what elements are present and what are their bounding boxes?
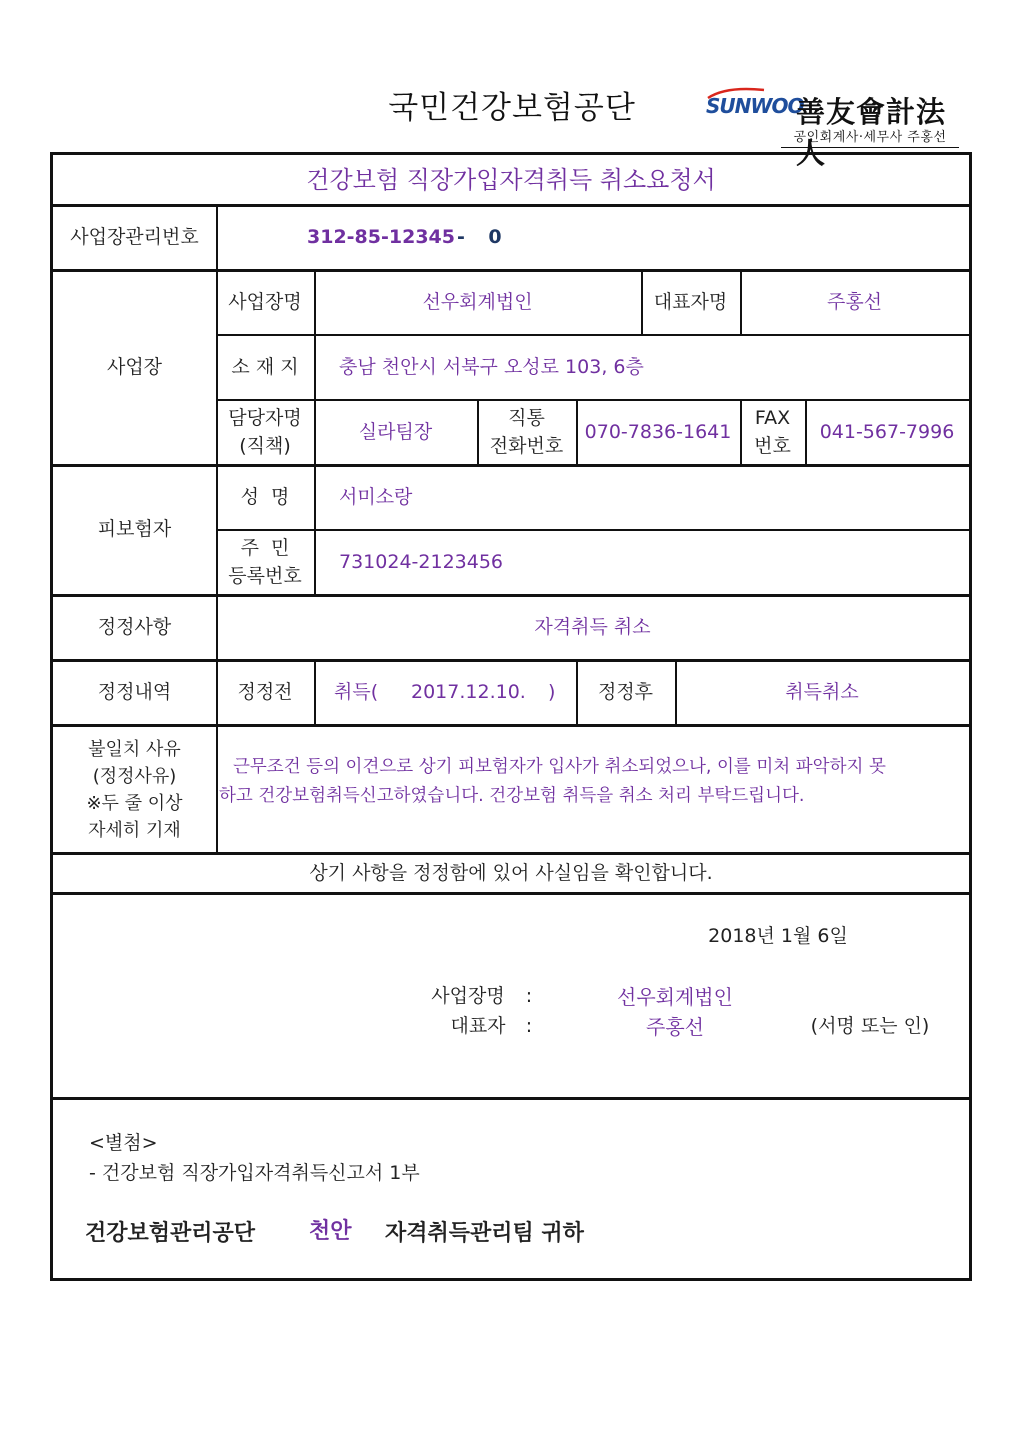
- fax-label: [740, 400, 805, 465]
- recipient-suffix: 자격취득관리팀 귀하: [385, 1221, 584, 1247]
- workplace-number-suffix: 0: [488, 226, 502, 249]
- representative-value: 주홍선: [826, 290, 883, 313]
- signature-note: (서명 또는 인): [810, 1015, 930, 1038]
- contact-label-line1: 담당자명: [228, 406, 302, 429]
- attachments-item: - 건강보험 직장가입자격취득신고서 1부: [89, 1162, 420, 1185]
- before-date: 2017.12.10.: [411, 680, 526, 703]
- phone-label-line2: 전화번호: [489, 434, 564, 457]
- correction-item-label: 정정사항: [97, 615, 172, 638]
- form-title: 건강보험 직장가입자격취득 취소요청서: [306, 166, 716, 195]
- agency-title: 국민건강보험공단: [388, 90, 636, 126]
- reason-label-line-2: (정정사유): [92, 766, 177, 787]
- fax-label-line2: 번호: [754, 434, 791, 457]
- signature-date: 2018년 1월 6일: [708, 925, 848, 948]
- workplace-section-label: 사업장: [106, 355, 163, 378]
- recipient-branch: 천안: [309, 1219, 352, 1245]
- contact-label: [216, 400, 314, 465]
- signature-company: 선우회계법인: [617, 984, 733, 1009]
- contact-label-line2: (직책): [239, 434, 291, 457]
- after-label: 정정후: [597, 680, 654, 703]
- insured-id-value: 731024-2123456: [339, 550, 504, 573]
- workplace-number-label: 사업장관리번호: [70, 226, 199, 249]
- reason-text: [219, 727, 969, 853]
- representative-label: 대표자명: [653, 290, 728, 313]
- signature-company-label: 사업장명: [431, 985, 505, 1008]
- signature-rep-label: 대표자: [450, 1015, 506, 1038]
- request-form: [50, 152, 972, 1281]
- workplace-name-label: 사업장명: [228, 290, 302, 313]
- logo-subtitle: 공인회계사·세무사 주홍선: [781, 126, 959, 148]
- workplace-number-value: 312-85-12345: [307, 226, 455, 249]
- insured-name-value: 서미소랑: [339, 485, 413, 508]
- correction-detail-label: 정정내역: [97, 680, 172, 703]
- reason-label: [53, 727, 216, 853]
- insured-id-label: [216, 530, 314, 595]
- firm-logo: [706, 92, 962, 170]
- phone-value: 070-7836-1641: [584, 420, 732, 443]
- fax-value: 041-567-7996: [819, 420, 955, 443]
- reason-line-1: 근무조건 등의 이견으로 상기 피보험자가 입사가 취소되었으나, 이를 미처 파악하지 못: [233, 757, 886, 778]
- logo-firm-name: 善友會計法人: [796, 95, 947, 170]
- address-value: 충남 천안시 서북구 오성로 103, 6층: [339, 355, 644, 378]
- before-label: 정정전: [237, 680, 293, 703]
- correction-item-value: 자격취득 취소: [534, 615, 651, 638]
- before-suffix: ): [548, 680, 556, 703]
- recipient-prefix: 건강보험관리공단: [85, 1221, 256, 1247]
- logo-brand: SUNWOO: [706, 94, 804, 118]
- address-label: 소 재 지: [231, 355, 299, 378]
- signature-company-colon: :: [525, 985, 533, 1008]
- insured-section-label: 피보험자: [97, 518, 172, 541]
- reason-line-2: 하고 건강보험취득신고하였습니다. 건강보험 취득을 취소 처리 부탁드립니다.: [219, 786, 805, 806]
- fax-label-line1: FAX: [754, 406, 791, 429]
- attachments-heading: <별첨>: [89, 1132, 158, 1155]
- workplace-name-value: 선우회계법인: [422, 290, 533, 313]
- insured-id-label-line1: 주 민: [240, 536, 290, 559]
- after-value: 취득취소: [785, 680, 859, 703]
- phone-label: [477, 400, 576, 465]
- confirmation-statement: 상기 사항을 정정함에 있어 사실임을 확인합니다.: [309, 862, 713, 885]
- contact-value: 실라팀장: [358, 420, 433, 443]
- before-prefix: 취득(: [334, 680, 379, 703]
- insured-name-label: 성 명: [240, 485, 290, 508]
- phone-label-line1: 직통: [508, 406, 545, 429]
- reason-label-line-1: 불일치 사유: [88, 739, 181, 760]
- signature-rep: 주홍선: [646, 1014, 704, 1039]
- insured-id-label-line2: 등록번호: [228, 564, 302, 587]
- workplace-number-separator: -: [457, 226, 465, 249]
- reason-label-line-3: ※두 줄 이상: [86, 793, 183, 814]
- reason-label-line-4: 자세히 기재: [88, 820, 181, 841]
- signature-rep-colon: :: [525, 1015, 533, 1038]
